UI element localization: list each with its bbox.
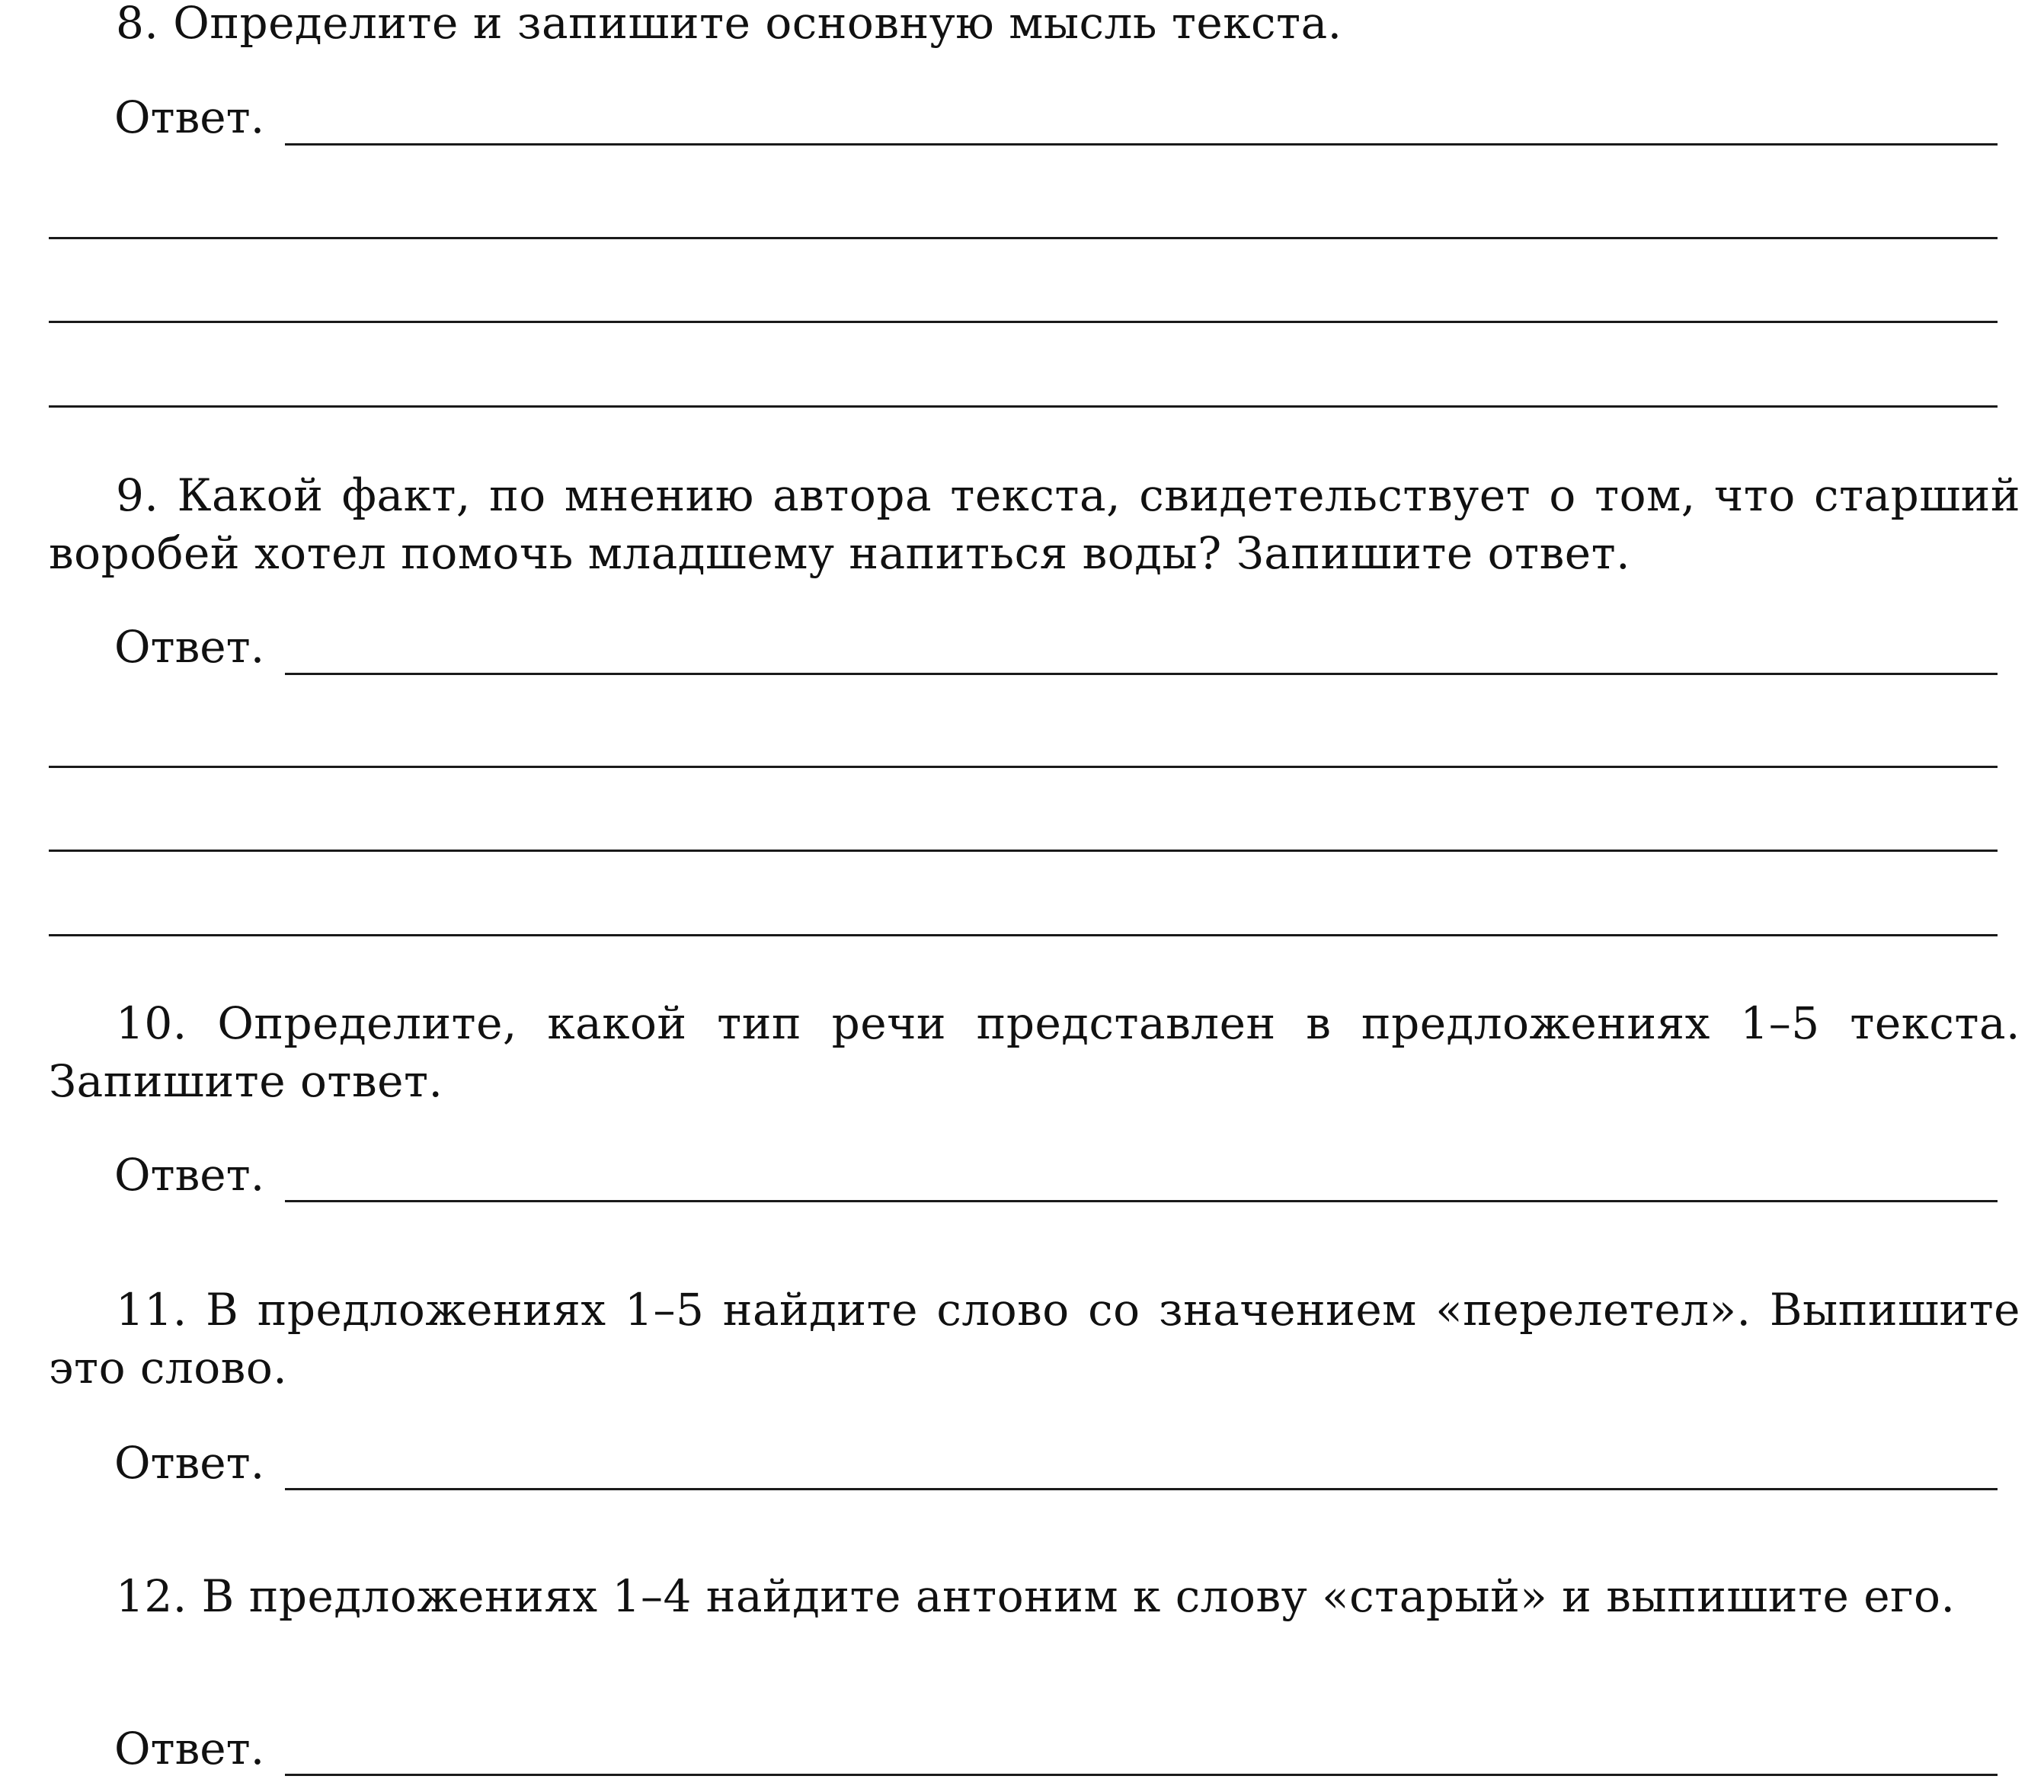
question-9-text: 9. Какой факт, по мнению автора текста, свидетельствует о том, что старший воробей хотел помочь младшему напиться воды? Запишите ответ. (49, 469, 2020, 579)
question-9-answer-label: Ответ. (114, 621, 265, 673)
question-8-text: 8. Определите и запишите основную мысль текста. (116, 0, 1342, 49)
question-9-answer-line-3[interactable] (49, 850, 1998, 852)
question-11-answer-label: Ответ. (114, 1437, 265, 1489)
question-9-answer-line-1[interactable] (285, 673, 1998, 675)
question-10-answer-label: Ответ. (114, 1149, 265, 1201)
question-11-text: 11. В предложениях 1–5 найдите слово со значением «перелетел». Выпишите это слово. (49, 1284, 2020, 1394)
question-8-answer-line-3[interactable] (49, 321, 1998, 323)
question-8-answer-line-2[interactable] (49, 237, 1998, 239)
question-10-text: 10. Определите, какой тип речи представлен в предложениях 1–5 текста. Запишите ответ. (49, 997, 2020, 1107)
question-8-answer-line-1[interactable] (285, 143, 1998, 146)
question-8-answer-line-4[interactable] (49, 405, 1998, 408)
question-12-text: 12. В предложениях 1–4 найдите антоним к слову «старый» и выпишите его. (116, 1570, 1956, 1622)
question-8-answer-label: Ответ. (114, 91, 265, 143)
question-10-answer-line[interactable] (285, 1200, 1998, 1202)
question-12-answer-line[interactable] (285, 1774, 1998, 1776)
question-9-answer-line-2[interactable] (49, 766, 1998, 768)
question-9-answer-line-4[interactable] (49, 934, 1998, 936)
question-12-answer-label: Ответ. (114, 1723, 265, 1774)
question-11-answer-line[interactable] (285, 1488, 1998, 1490)
